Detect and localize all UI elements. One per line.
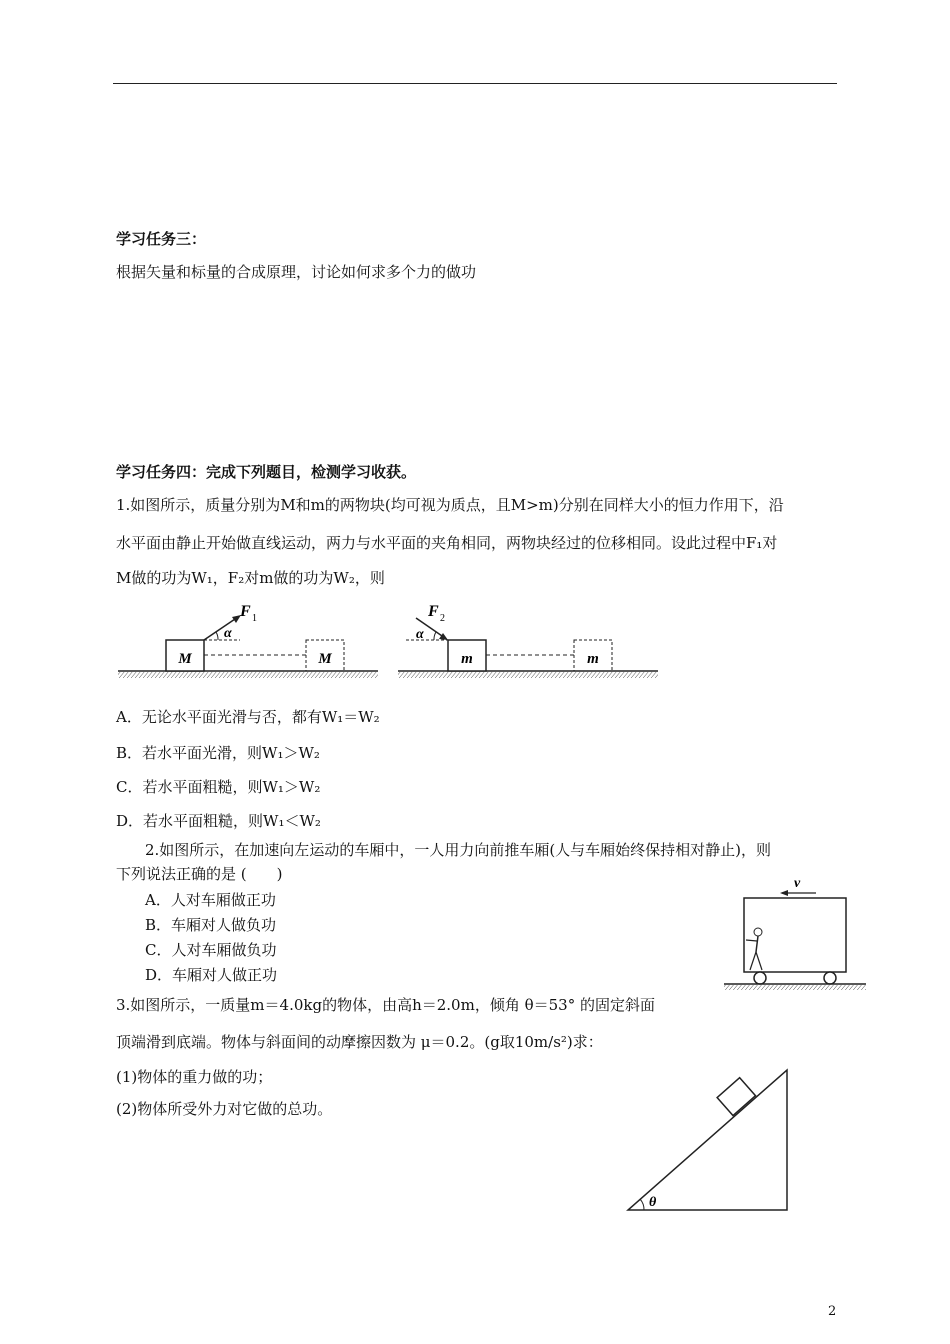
q2-line1: 2.如图所示，在加速向左运动的车厢中，一人用力向前推车厢(人与车厢始终保持相对静止)，则 — [145, 841, 772, 859]
force-F1 — [204, 617, 238, 640]
q2-option-d: D．车厢对人做正功 — [145, 966, 278, 984]
q1-option-d: D．若水平面粗糙，则W₁＜W₂ — [116, 812, 321, 830]
label-m: m — [461, 651, 473, 667]
header-rule — [113, 83, 837, 84]
q2-option-a: A．人对车厢做正功 — [145, 891, 276, 909]
label-v: v — [794, 876, 801, 891]
label-M: M — [178, 651, 192, 667]
incline — [628, 1070, 787, 1210]
q1-line1: 1.如图所示，质量分别为M和m的两物块(均可视为质点，且M>m)分别在同样大小的恒力作用下，沿 — [116, 496, 784, 514]
label-F1-sub: 1 — [252, 613, 257, 624]
alpha-left: α — [224, 626, 232, 641]
car-ground-hatch — [724, 985, 866, 990]
q2-figure — [720, 872, 870, 997]
alpha-right: α — [416, 627, 424, 642]
q3-sub1: (1)物体的重力做的功； — [116, 1068, 273, 1086]
page-number: 2 — [828, 1304, 837, 1319]
task3-prompt: 根据矢量和标量的合成原理，讨论如何求多个力的做功 — [116, 263, 477, 281]
label-M-ghost: M — [318, 651, 332, 667]
label-F2-sub: 2 — [440, 613, 445, 624]
angle-arc-left — [216, 632, 218, 640]
q2-line2: 下列说法正确的是 ( ) — [116, 865, 283, 883]
q1-option-b: B．若水平面光滑，则W₁＞W₂ — [116, 744, 320, 762]
wheel-left — [754, 972, 766, 984]
angle-arc-right — [434, 632, 436, 640]
ground-right-hatch — [398, 672, 658, 678]
q1-line3: M做的功为W₁，F₂对m做的功为W₂，则 — [116, 569, 385, 587]
label-m-ghost: m — [587, 651, 599, 667]
label-F1: F — [240, 603, 251, 620]
task4-title: 学习任务四：完成下列题目，检测学习收获。 — [116, 463, 417, 481]
ground-left-hatch — [118, 672, 378, 678]
task3-title: 学习任务三： — [116, 230, 207, 248]
label-theta: θ — [649, 1195, 657, 1210]
wheel-right — [824, 972, 836, 984]
q3-line1: 3.如图所示，一质量m＝4.0kg的物体，由高h＝2.0m，倾角 θ＝53° 的固定斜面 — [116, 996, 655, 1014]
q1-option-a: A．无论水平面光滑与否，都有W₁＝W₂ — [116, 708, 380, 726]
q1-figure — [110, 598, 670, 688]
velocity-arrow-head — [780, 890, 788, 896]
q2-option-b: B．车厢对人做负功 — [145, 916, 277, 934]
q1-line2: 水平面由静止开始做直线运动，两力与水平面的夹角相同，两物块经过的位移相同。设此过程中F₁对 — [116, 534, 778, 552]
q1-option-c: C．若水平面粗糙，则W₁＞W₂ — [116, 778, 321, 796]
q2-option-c: C．人对车厢做负功 — [145, 941, 277, 959]
q3-sub2: (2)物体所受外力对它做的总功。 — [116, 1100, 333, 1118]
label-F2: F — [428, 603, 439, 620]
q3-line2: 顶端滑到底端。物体与斜面间的动摩擦因数为 μ＝0.2。(g取10m/s²)求： — [116, 1033, 603, 1051]
q3-figure — [620, 1060, 800, 1215]
